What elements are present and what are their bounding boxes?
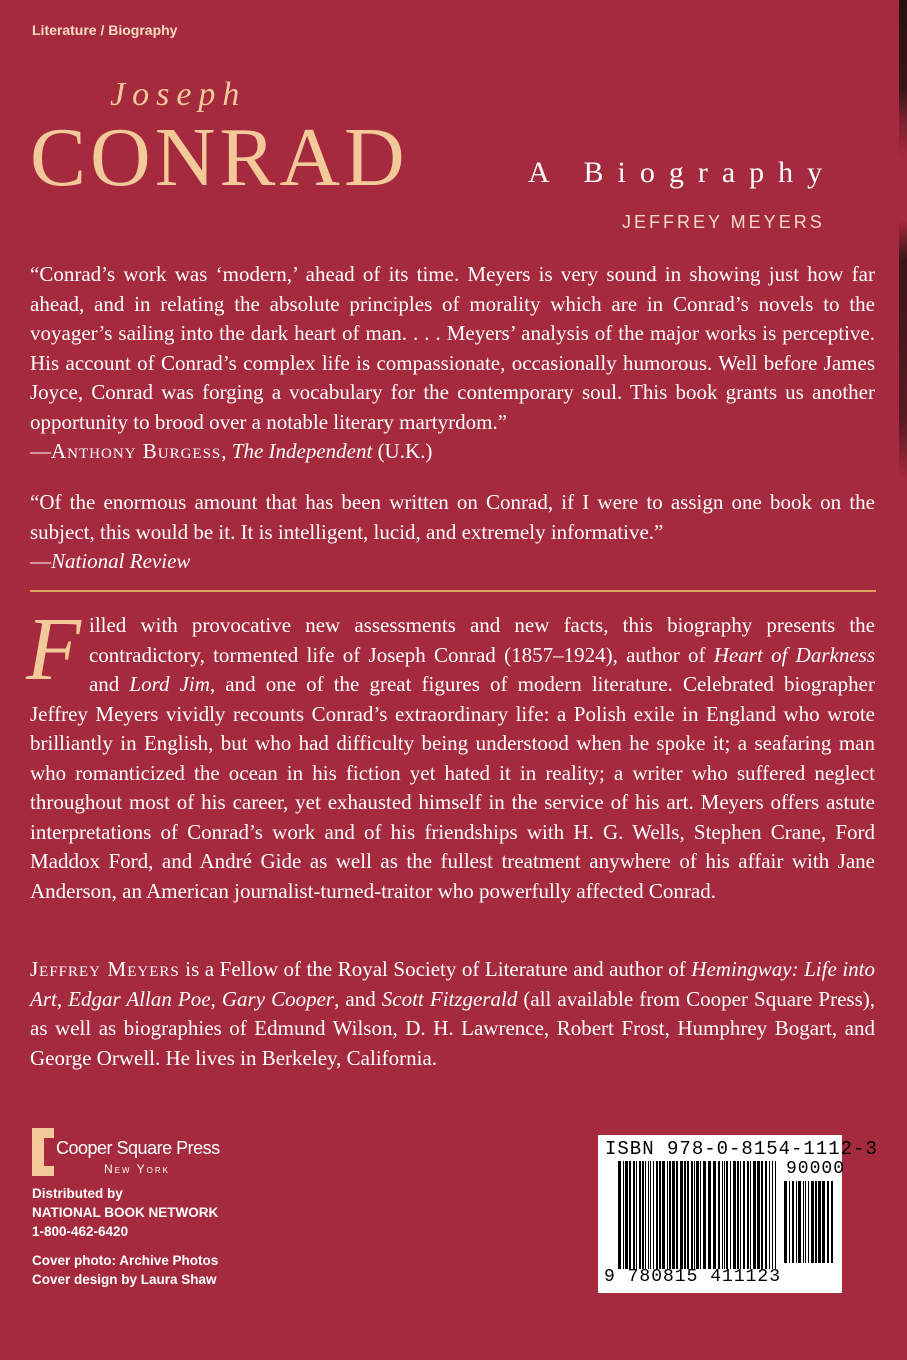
dash: —: [30, 439, 51, 463]
book-title-ref: Scott Fitzgerald: [381, 986, 518, 1011]
reviewer-name: Anthony Burgess: [51, 439, 222, 463]
author-name: JEFFREY MEYERS: [622, 212, 825, 232]
section-divider: [30, 590, 876, 592]
photo-credit: Cover photo: Archive Photos: [32, 1253, 219, 1268]
drop-cap: F: [26, 600, 81, 699]
barcode-digits: 9 780815 411123: [604, 1267, 782, 1287]
isbn-label: ISBN 978-0-8154-1112-3: [605, 1138, 878, 1160]
book-title-ref: Lord Jim: [129, 672, 210, 696]
separator: ,: [221, 439, 232, 463]
review-quote-burgess: [30, 260, 875, 467]
publisher-city: New York: [104, 1162, 171, 1176]
quote-attribution: [30, 437, 875, 467]
price-code: 90000: [786, 1159, 846, 1179]
distribution-label: Distributed by: [32, 1186, 123, 1201]
desc-text: illed with provocative new assessments and new facts, this biography presents the contradictory, tormented life of Joseph Conrad (1857–1924), author of: [88, 613, 875, 667]
category-label: Literature / Biography: [32, 22, 178, 38]
barcode-bars-icon: [618, 1161, 778, 1269]
publication-name: National Review: [51, 549, 191, 573]
bio-text: is a Fellow of the Royal Society of Literature and author of: [179, 957, 692, 981]
book-title-ref: Edgar Allan Poe: [68, 986, 211, 1011]
region: (U.K.): [372, 439, 433, 463]
quote-text: “Of the enormous amount that has been written on Conrad, if I were to assign one book on the subject, this would be it. It is intelligent, lucid, and extremely informative.”: [30, 490, 875, 544]
isbn-barcode: [598, 1135, 878, 1293]
review-quote-national-review: [30, 488, 875, 577]
quote-text: “Conrad’s work was ‘modern,’ ahead of its time. Meyers is very sound in showing just how far ahead, and in relating the absolute principles of morality which are in Conrad’s novels to the voyager’s sailing into the dark heart of man. . . . Meyers’ analysis of the major works is perceptive. His account of Conrad’s complex life is compassionate, occasionally humorous. Well before James Joyce, Conrad was forging a vocabulary for the contemporary soul. This book grants us another opportunity to brood over a notable literary martyrdom.”: [30, 262, 875, 434]
distributor-name: NATIONAL BOOK NETWORK: [32, 1205, 219, 1220]
publication-name: The Independent: [231, 439, 373, 463]
title-subtitle: A Biography: [528, 156, 837, 189]
bio-text: ,: [210, 986, 222, 1011]
book-description: [26, 600, 875, 906]
bio-text: (all available from Cooper Square Press), as well as biographies of Edmund Wilson, D. H. Lawrence, Robert Frost, Humphrey Bogart, and George Orwell. He lives in Berkeley, California.: [30, 986, 875, 1070]
dash: —: [30, 549, 51, 573]
bio-text: ,: [56, 986, 69, 1011]
quote-attribution: [30, 547, 875, 577]
bio-author-name: Jeffrey Meyers: [30, 957, 180, 981]
publisher-logo-mark-icon: [32, 1128, 54, 1176]
publisher-logo: [32, 1128, 220, 1178]
book-title-ref: Hemingway: Life into Art: [30, 957, 875, 1011]
desc-text: and: [88, 672, 130, 696]
bio-text: , and: [334, 986, 382, 1011]
author-bio: [30, 955, 875, 1073]
cover-edge-strip: [899, 0, 907, 1360]
distributor-phone: 1-800-462-6420: [32, 1224, 129, 1239]
desc-text: , and one of the great figures of modern literature. Celebrated biographer Jeffrey Meyers vividly recounts Conrad’s extraordinary life: a Polish exile in England who wrote brilliantly in English, but who had difficulty being understood when he spoke it; a seafaring man who romanticized the ocean in his fiction yet hated it in reality; a writer who suffered neglect throughout most of his career, yet exhausted himself in the service of his art. Meyers offers astute interpretations of Conrad’s work and of his friendships with H. G. Wells, Stephen Crane, Ford Maddox Ford, and André Gide as well as the fullest treatment anywhere of his affair with Jane Anderson, an American journalist-turned-traitor who powerfully affected Conrad.: [30, 672, 875, 903]
price-barcode-bars-icon: [784, 1181, 836, 1263]
publisher-name: Cooper Square Press: [56, 1138, 220, 1158]
title-first-name: Joseph: [110, 76, 247, 113]
cover-credits: [32, 1251, 218, 1289]
distribution-info: [32, 1184, 218, 1241]
book-title-ref: Gary Cooper: [221, 986, 335, 1011]
title-last-name: CONRAD: [30, 111, 409, 204]
book-title-ref: Heart of Darkness: [713, 642, 875, 667]
design-credit: Cover design by Laura Shaw: [32, 1272, 217, 1287]
